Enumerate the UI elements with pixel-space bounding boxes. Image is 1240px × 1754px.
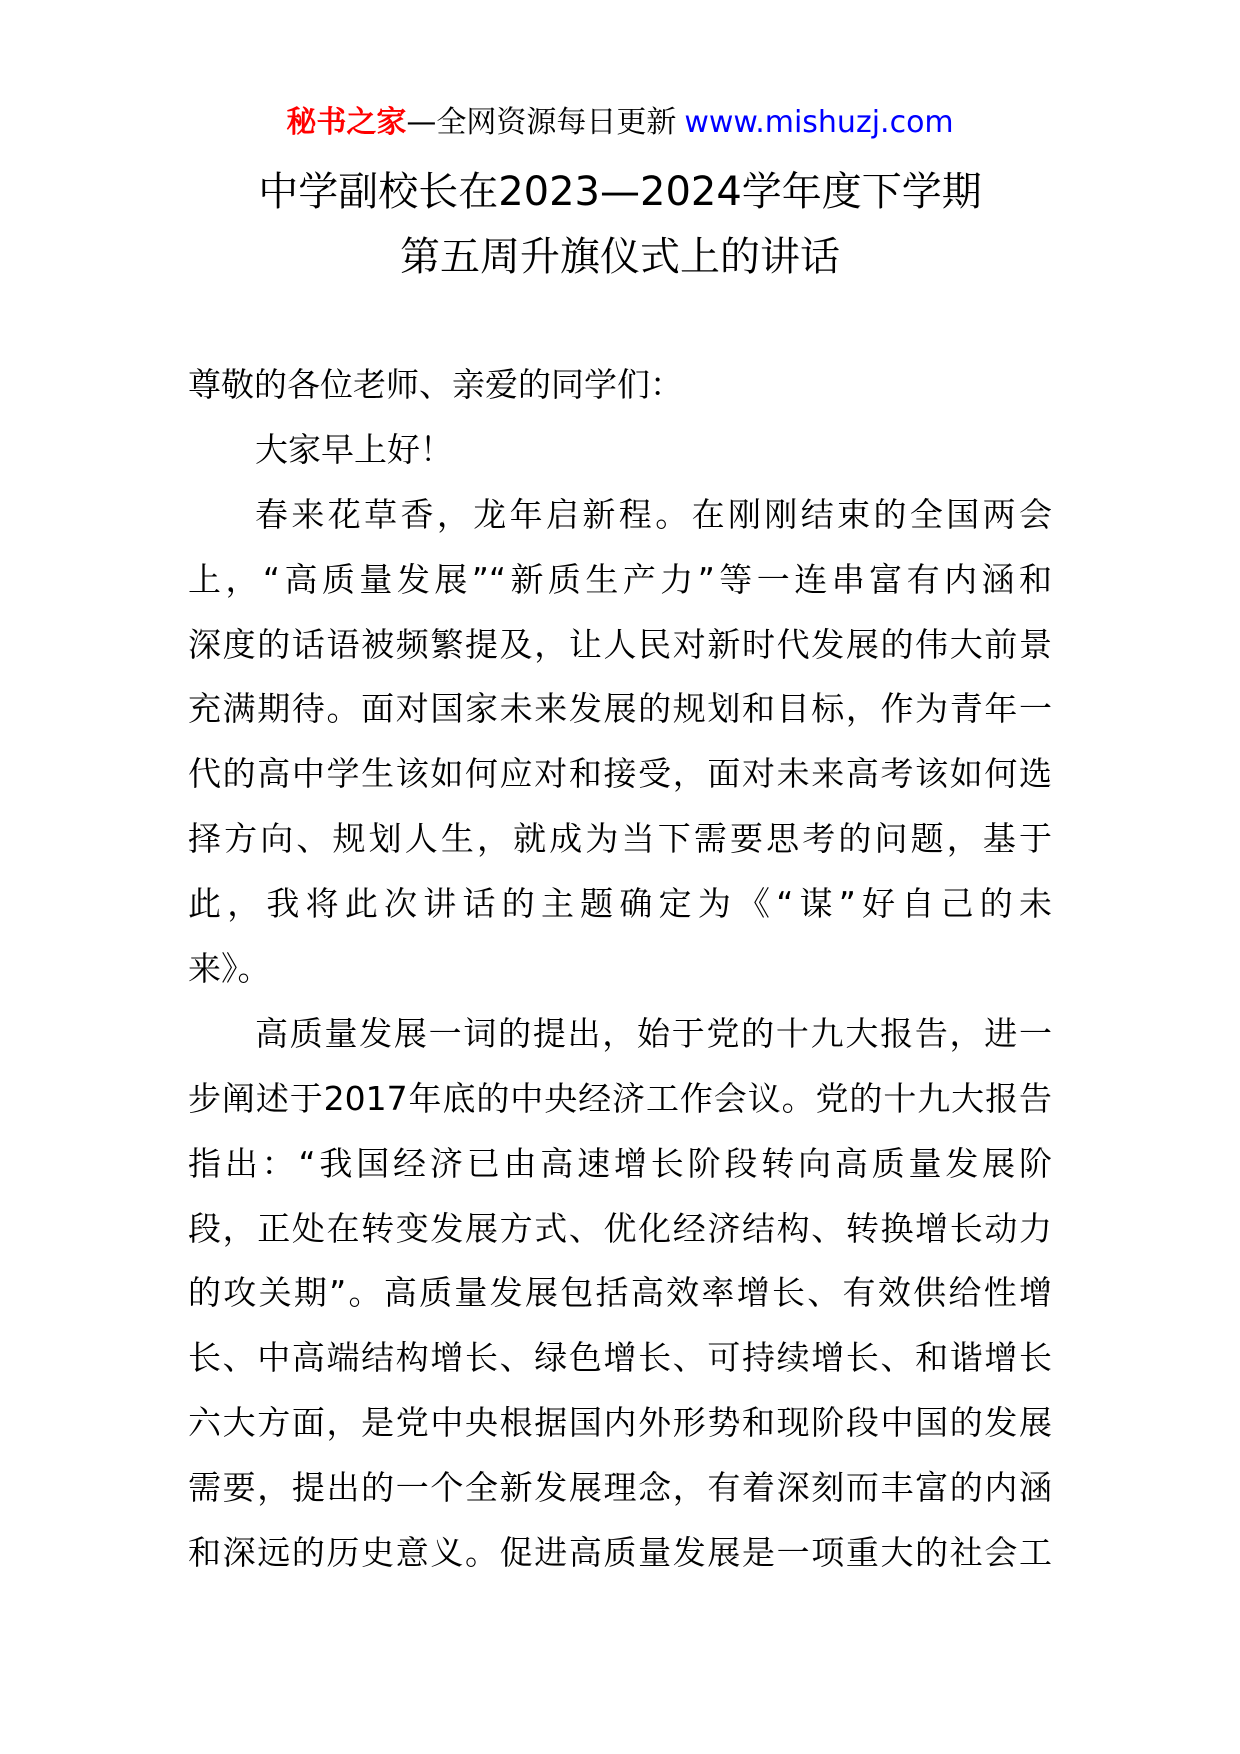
document-title-line-1: 中学副校长在2023—2024学年度下学期 [258, 169, 982, 215]
paragraph-line: 和深远的历史意义。促进高质量发展是一项重大的社会工 [188, 1533, 1052, 1573]
paragraph-line: 充满期待。面对国家未来发展的规划和目标，作为青年一 [188, 689, 1052, 729]
paragraph-line: 需要，提出的一个全新发展理念，有着深刻而丰富的内涵 [188, 1468, 1052, 1508]
salutation: 尊敬的各位老师、亲爱的同学们： [188, 365, 683, 404]
document-body [188, 353, 1052, 1586]
greeting: 大家早上好！ [255, 429, 453, 469]
paragraph-line: 高质量发展一词的提出，始于党的十九大报告，进一 [255, 1013, 1052, 1053]
brand-name: 秘书之家 [286, 105, 407, 140]
paragraph-line: 长、中高端结构增长、绿色增长、可持续增长、和谐增长 [188, 1338, 1052, 1378]
paragraph-line: 春来花草香，龙年启新程。在刚刚结束的全国两会 [255, 494, 1052, 534]
paragraph-line: 上，“高质量发展”“新质生产力”等一连串富有内涵和 [188, 559, 1052, 599]
paragraph-2 [188, 1002, 1052, 1586]
paragraph-1 [188, 483, 1052, 1002]
header-tagline: —全网资源每日更新 [406, 105, 677, 140]
paragraph-line: 段，正处在转变发展方式、优化经济结构、转换增长动力 [188, 1208, 1052, 1248]
site-header [0, 103, 1240, 143]
paragraph-line: 来》。 [188, 949, 271, 989]
document-title-line-2: 第五周升旗仪式上的讲话 [400, 234, 840, 280]
paragraph-line: 步阐述于2017年底的中央经济工作会议。党的十九大报告 [188, 1078, 1052, 1118]
paragraph-line: 此，我将此次讲话的主题确定为《“谋”好自己的未 [188, 884, 1052, 924]
paragraph-line: 代的高中学生该如何应对和接受，面对未来高考该如何选 [188, 754, 1052, 794]
site-url: www.mishuzj.com [684, 105, 954, 140]
paragraph-line: 择方向、规划人生，就成为当下需要思考的问题，基于 [188, 819, 1052, 859]
paragraph-line: 深度的话语被频繁提及，让人民对新时代发展的伟大前景 [188, 624, 1052, 664]
paragraph-line: 六大方面，是党中央根据国内外形势和现阶段中国的发展 [188, 1403, 1052, 1443]
paragraph-line: 的攻关期”。高质量发展包括高效率增长、有效供给性增 [188, 1273, 1052, 1313]
paragraph-line: 指出：“我国经济已由高速增长阶段转向高质量发展阶 [188, 1143, 1052, 1183]
